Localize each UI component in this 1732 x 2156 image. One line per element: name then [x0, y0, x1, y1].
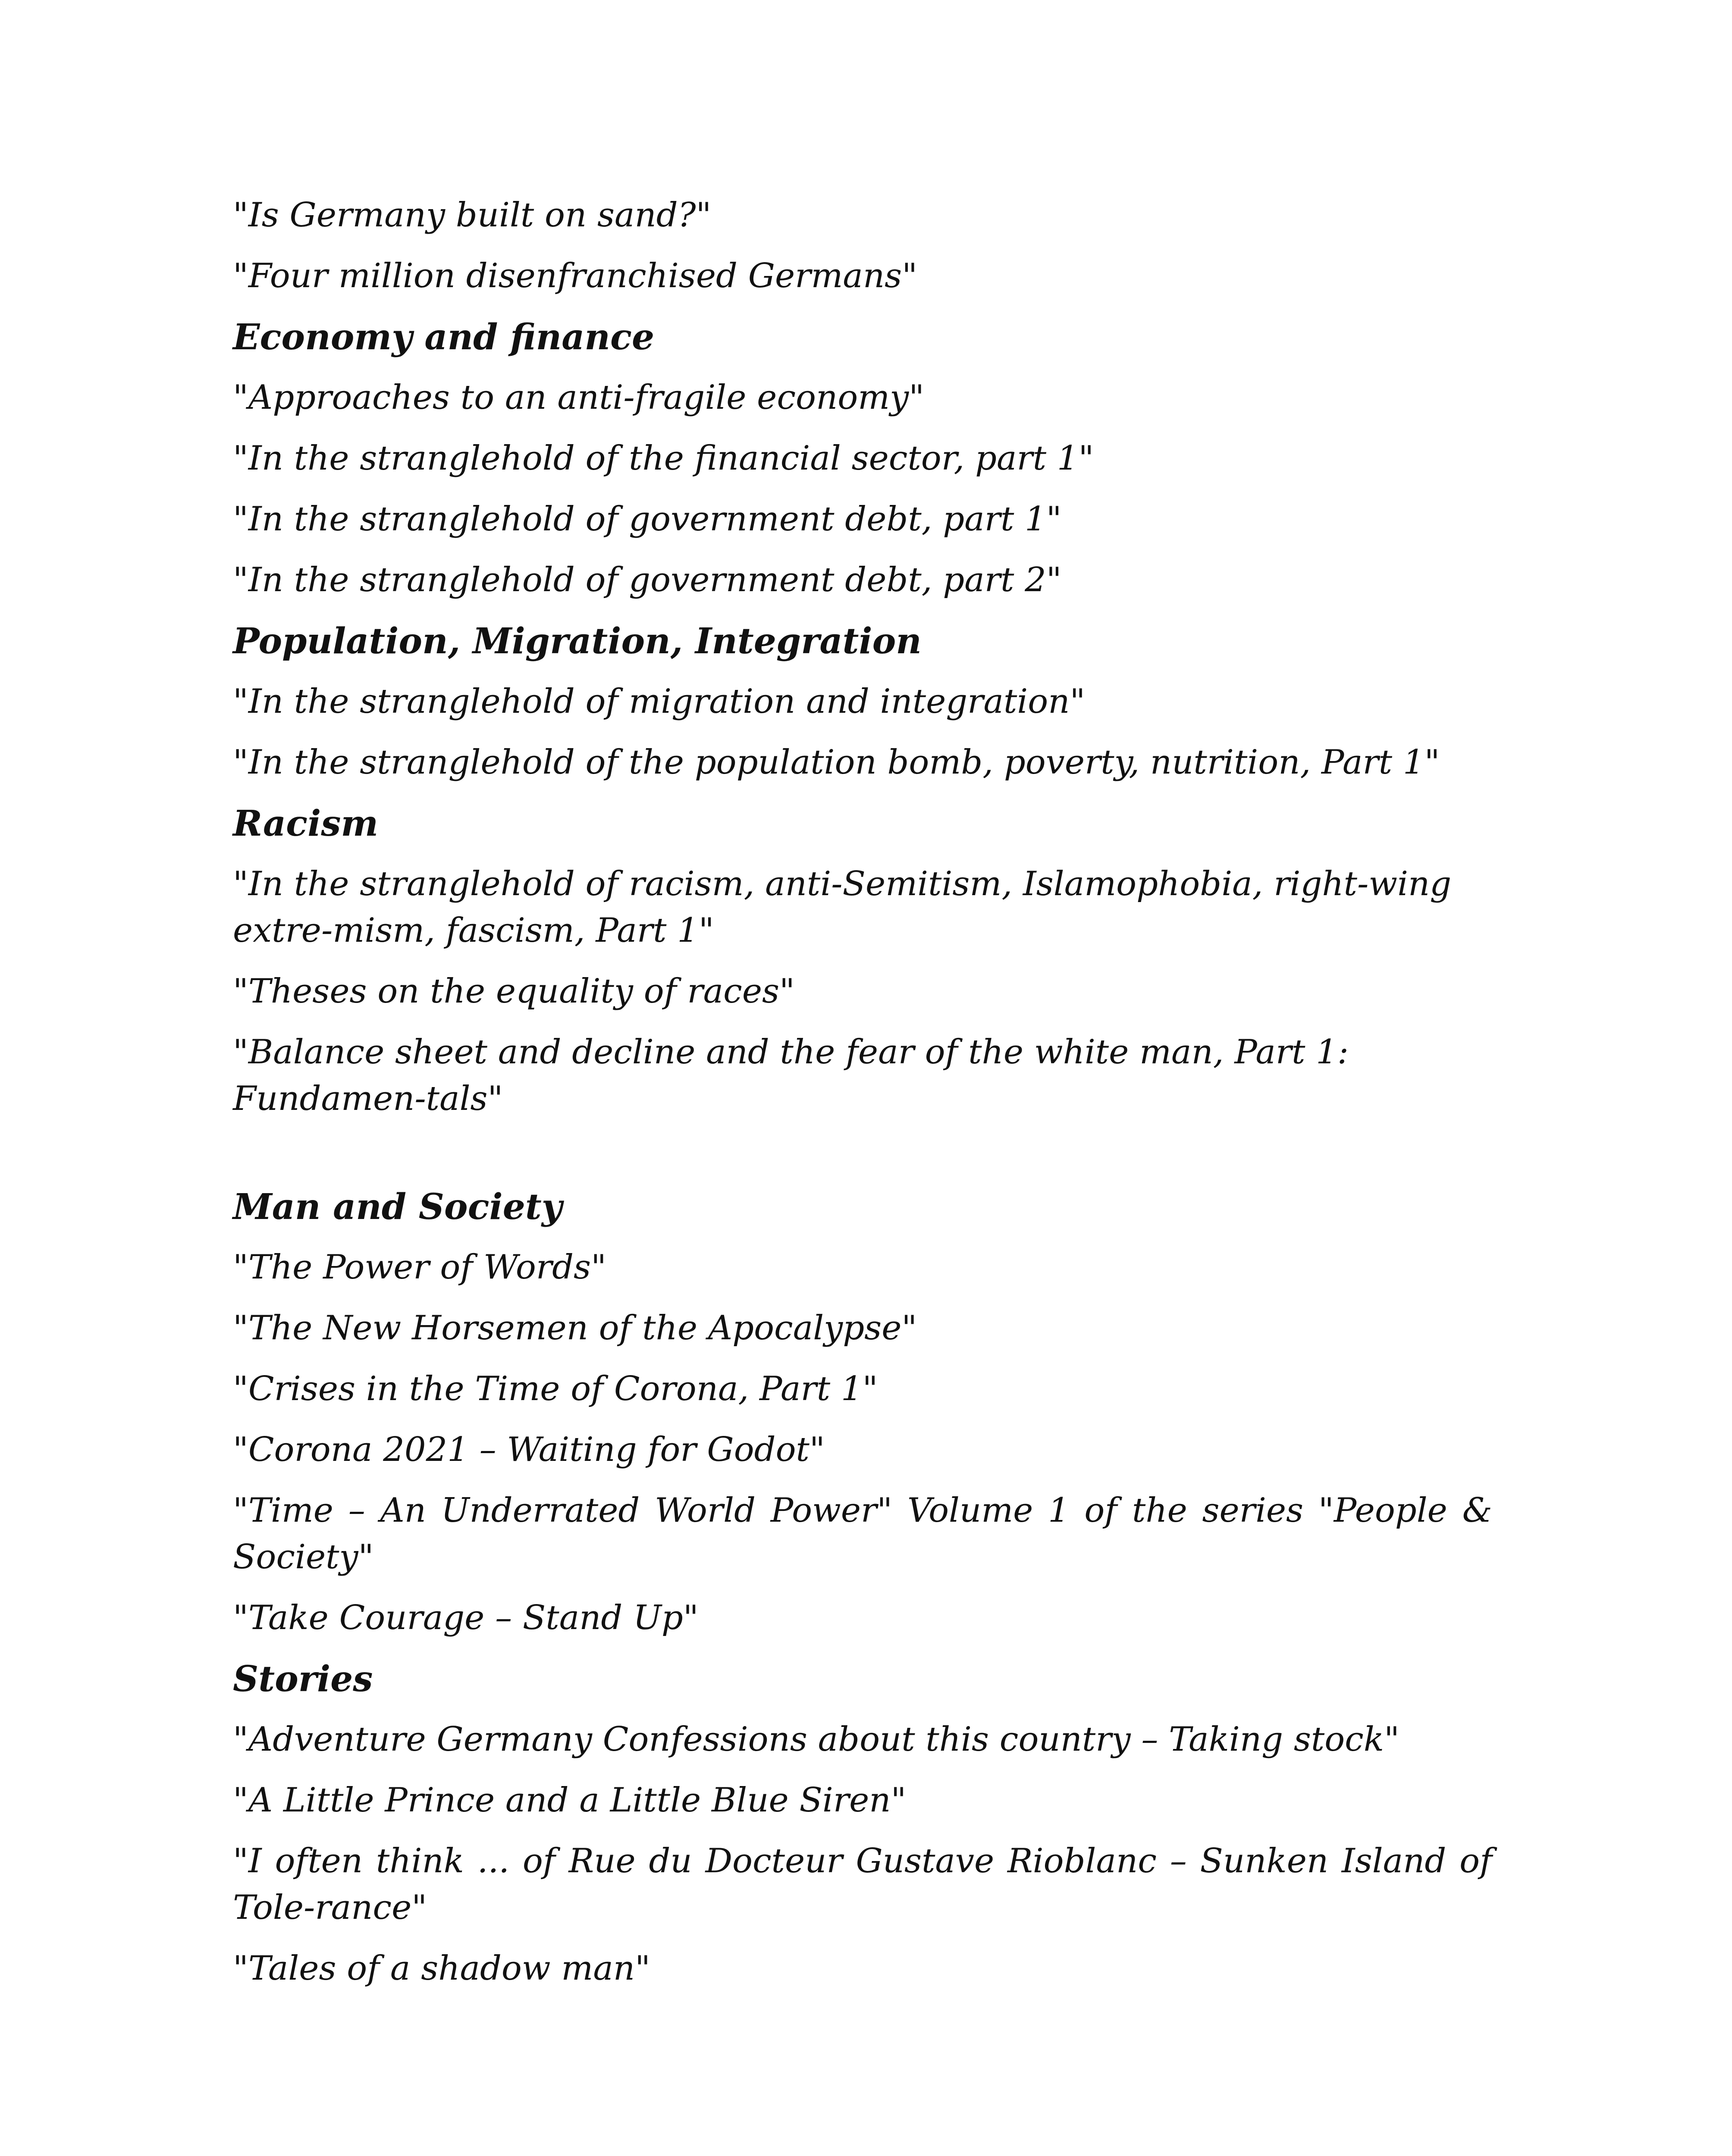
title-entry: "In the stranglehold of government debt, part 1" — [233, 500, 1062, 539]
title-entry: "Corona 2021 – Waiting for Godot" — [233, 1430, 825, 1469]
title-entry: "Take Courage – Stand Up" — [233, 1598, 699, 1637]
title-entry: "The New Horsemen of the Apocalypse" — [233, 1309, 917, 1348]
title-entry: "Balance sheet and decline and the fear of the white man, Part 1: Fundamen-tals" — [233, 1033, 1349, 1118]
title-entry: "In the stranglehold of government debt, part 2" — [233, 561, 1062, 599]
section-heading: Man and Society — [233, 1186, 562, 1228]
section-heading: Stories — [233, 1658, 373, 1700]
title-entry: "Time – An Underrated World Power" Volume 1 of the series "People & Society" — [233, 1491, 1492, 1576]
title-entry: "A Little Prince and a Little Blue Siren" — [233, 1781, 907, 1820]
title-entry: "Tales of a shadow man" — [233, 1949, 650, 1988]
title-entry: "Is Germany built on sand?" — [233, 196, 712, 235]
section-heading: Economy and finance — [233, 317, 655, 358]
title-entry: "In the stranglehold of racism, anti-Semitism, Islamophobia, right-wing extre-mism, fascism, Part 1" — [233, 865, 1452, 950]
title-entry: "Adventure Germany Confessions about this country – Taking stock" — [233, 1720, 1399, 1759]
document-page — [233, 192, 1492, 2006]
title-entry: "Approaches to an anti-fragile economy" — [233, 378, 925, 417]
title-entry: "The Power of Words" — [233, 1248, 606, 1287]
title-entry: "In the stranglehold of migration and integration" — [233, 682, 1086, 721]
title-entry: "I often think ... of Rue du Docteur Gustave Rioblanc – Sunken Island of Tole-rance" — [233, 1842, 1492, 1927]
title-entry: "Theses on the equality of races" — [233, 972, 795, 1011]
title-entry: "In the stranglehold of the financial sector, part 1" — [233, 439, 1094, 478]
title-entry: "Four million disenfranchised Germans" — [233, 257, 918, 295]
title-entry: "In the stranglehold of the population bomb, poverty, nutrition, Part 1" — [233, 743, 1440, 782]
section-heading: Racism — [233, 803, 379, 844]
title-entry: "Crises in the Time of Corona, Part 1" — [233, 1369, 878, 1408]
section-heading: Population, Migration, Integration — [233, 620, 922, 662]
